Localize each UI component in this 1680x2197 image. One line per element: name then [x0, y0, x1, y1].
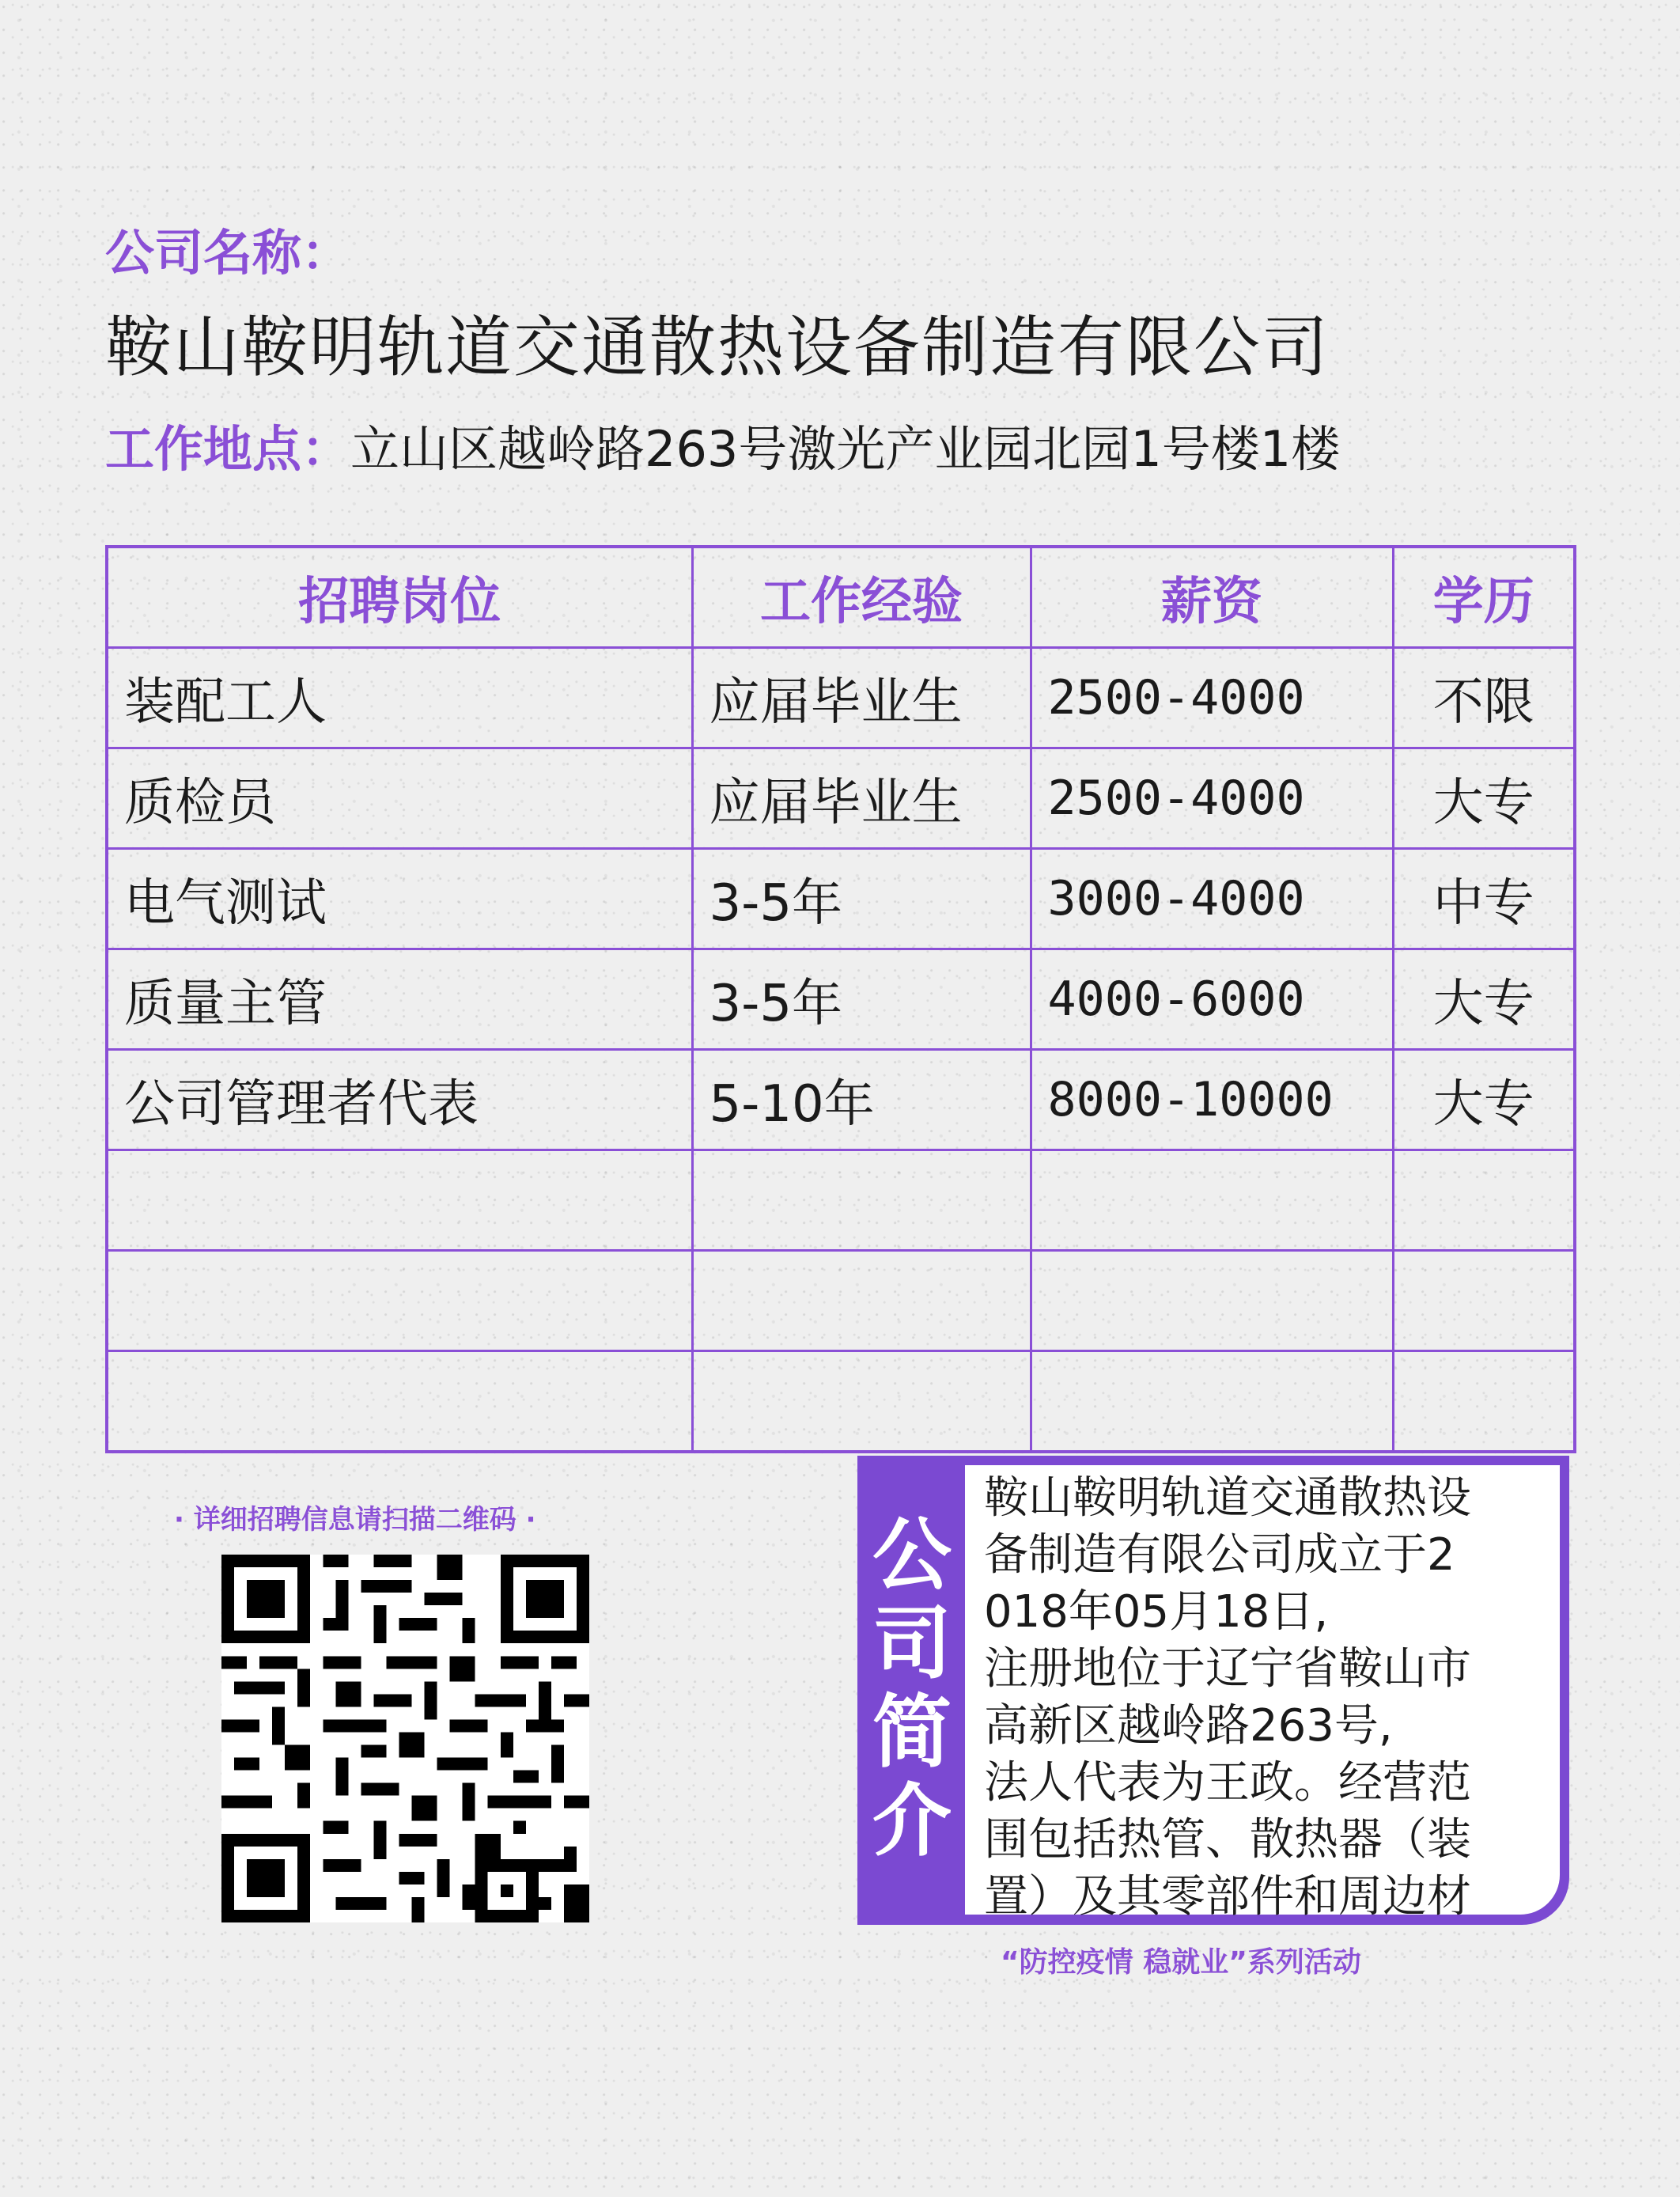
- campaign-tagline: “防控疫情 稳就业”系列活动: [1001, 1946, 1361, 1979]
- cell-position: 公司管理者代表: [107, 1050, 692, 1150]
- intro-line: 围包括热管、散热器（装: [984, 1814, 1471, 1866]
- cell-experience: 3-5年: [692, 849, 1031, 949]
- table-header-row: [107, 547, 1575, 648]
- cell-salary: 8000-10000: [1031, 1050, 1393, 1150]
- empty-cell: [1393, 1351, 1575, 1453]
- intro-line: 高新区越岭路263号,: [984, 1700, 1393, 1752]
- table-row: [107, 748, 1575, 849]
- empty-cell: [692, 1251, 1031, 1351]
- empty-cell: [1031, 1251, 1393, 1351]
- cell-experience: 应届毕业生: [692, 748, 1031, 849]
- intro-line: 018年05月18日,: [984, 1586, 1329, 1638]
- company-name: 鞍山鞍明轨道交通散热设备制造有限公司: [105, 309, 1330, 386]
- intro-line: 备制造有限公司成立于2: [984, 1529, 1455, 1581]
- header-experience: 工作经验: [692, 547, 1031, 648]
- company-name-label: 公司名称：: [105, 224, 351, 282]
- header-position: 招聘岗位: [107, 547, 692, 648]
- cell-position: 质检员: [107, 748, 692, 849]
- header-education: 学历: [1393, 547, 1575, 648]
- empty-cell: [692, 1150, 1031, 1251]
- table-row: [107, 849, 1575, 949]
- cell-salary: 2500-4000: [1031, 648, 1393, 748]
- work-location-value: 立山区越岭路263号激光产业园北园1号楼1楼: [350, 420, 1341, 478]
- empty-cell: [107, 1251, 692, 1351]
- cell-education: 大专: [1393, 748, 1575, 849]
- table-row: [107, 1050, 1575, 1150]
- work-location: [105, 410, 1340, 480]
- intro-line: 注册地位于辽宁省鞍山市: [984, 1643, 1471, 1695]
- intro-title-char: 介: [872, 1775, 952, 1867]
- qr-caption: · 详细招聘信息请扫描二维码 ·: [174, 1504, 536, 1536]
- empty-cell: [1031, 1150, 1393, 1251]
- table-row: [107, 949, 1575, 1050]
- cell-education: 中专: [1393, 849, 1575, 949]
- empty-cell: [107, 1351, 692, 1453]
- company-intro-text: [984, 1470, 1530, 1926]
- cell-salary: 3000-4000: [1031, 849, 1393, 949]
- cell-salary: 4000-6000: [1031, 949, 1393, 1050]
- cell-position: 质量主管: [107, 949, 692, 1050]
- cell-education: 不限: [1393, 648, 1575, 748]
- empty-cell: [1393, 1251, 1575, 1351]
- intro-title-char: 简: [872, 1686, 952, 1778]
- intro-line: 鞍山鞍明轨道交通散热设: [984, 1472, 1471, 1524]
- table-row-empty: [107, 1150, 1575, 1251]
- empty-cell: [107, 1150, 692, 1251]
- cell-position: 电气测试: [107, 849, 692, 949]
- intro-line: 置）及其零部件和周边材: [984, 1871, 1471, 1922]
- jobs-table: [105, 545, 1576, 1453]
- cell-salary: 2500-4000: [1031, 748, 1393, 849]
- work-location-label: 工作地点：: [105, 420, 351, 478]
- empty-cell: [1031, 1351, 1393, 1453]
- header-salary: 薪资: [1031, 547, 1393, 648]
- cell-position: 装配工人: [107, 648, 692, 748]
- company-intro-title: [868, 1511, 955, 1866]
- table-row: [107, 648, 1575, 748]
- intro-title-char: 司: [872, 1597, 952, 1690]
- cell-education: 大专: [1393, 1050, 1575, 1150]
- table-row-empty: [107, 1351, 1575, 1453]
- cell-experience: 应届毕业生: [692, 648, 1031, 748]
- cell-experience: 3-5年: [692, 949, 1031, 1050]
- cell-education: 大专: [1393, 949, 1575, 1050]
- empty-cell: [692, 1351, 1031, 1453]
- intro-title-char: 公: [872, 1509, 952, 1601]
- empty-cell: [1393, 1150, 1575, 1251]
- intro-line: 法人代表为王政。经营范: [984, 1757, 1471, 1809]
- cell-experience: 5-10年: [692, 1050, 1031, 1150]
- table-row-empty: [107, 1251, 1575, 1351]
- qr-code-image[interactable]: [221, 1555, 589, 1922]
